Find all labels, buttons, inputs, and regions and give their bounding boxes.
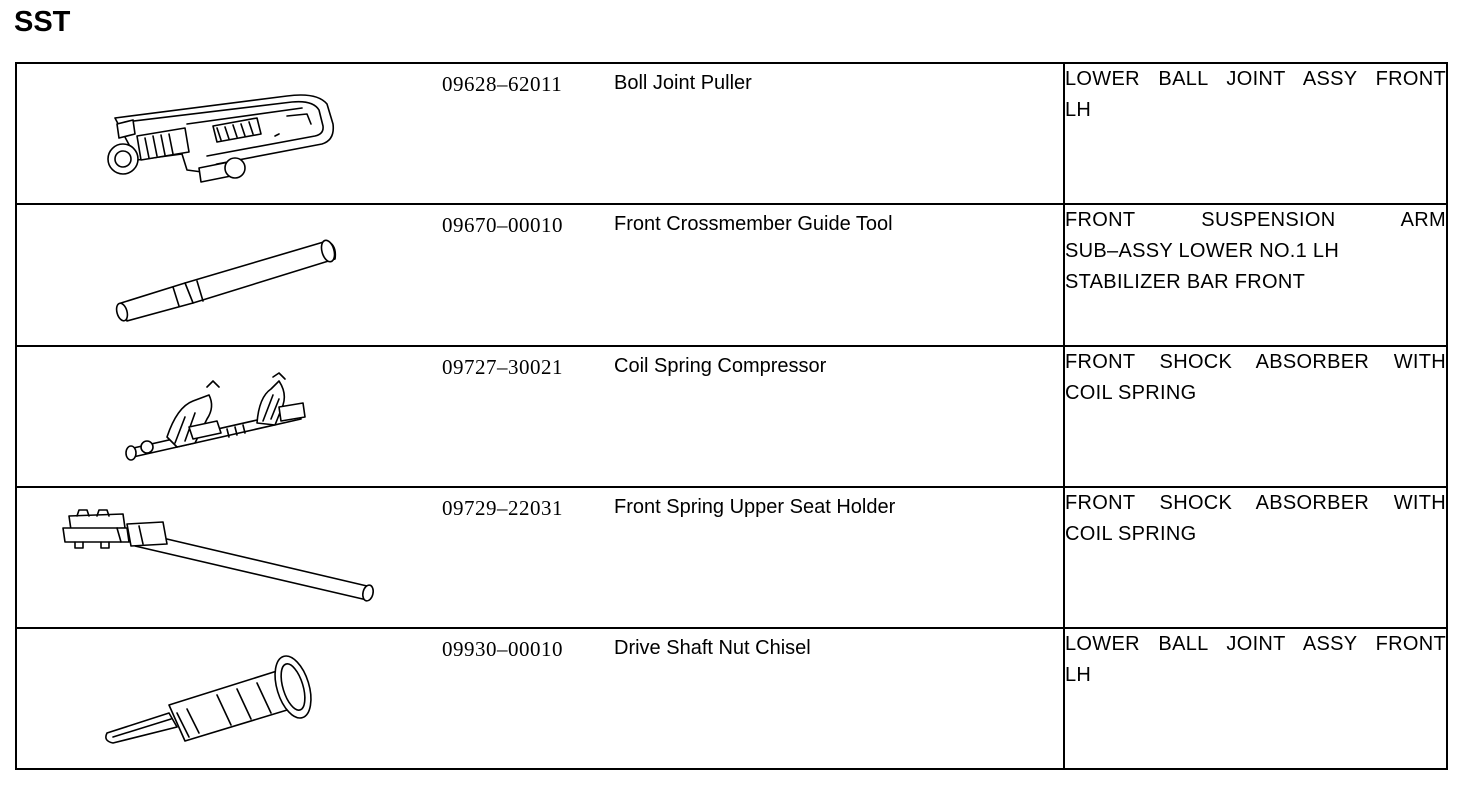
ball-joint-puller-icon	[17, 64, 417, 204]
part-number: 09628–62011	[442, 72, 563, 96]
table-row	[16, 346, 1447, 487]
coil-spring-compressor-icon	[17, 347, 417, 487]
table-row	[16, 204, 1447, 346]
chisel-icon	[17, 629, 417, 769]
usage-line: SUB–ASSY LOWER NO.1 LH	[1065, 240, 1340, 262]
part-number: 09727–30021	[442, 355, 563, 379]
usage-line: LH	[1065, 664, 1092, 686]
usage-line: FRONT SUSPENSION ARM	[1065, 209, 1446, 231]
part-name: Boll Joint Puller	[614, 72, 752, 94]
tool-cell	[16, 487, 1064, 628]
sst-table	[15, 62, 1448, 770]
part-name: Front Crossmember Guide Tool	[614, 213, 893, 235]
usage-line: LOWER BALL JOINT ASSY FRONT	[1065, 633, 1446, 655]
usage-cell	[1064, 628, 1447, 769]
usage-cell	[1064, 487, 1447, 628]
usage-cell	[1064, 346, 1447, 487]
tool-cell	[16, 63, 1064, 204]
part-name: Coil Spring Compressor	[614, 355, 827, 377]
part-number: 09670–00010	[442, 213, 563, 237]
guide-tool-icon	[17, 205, 417, 345]
usage-line: FRONT SHOCK ABSORBER WITH	[1065, 351, 1446, 373]
part-name: Front Spring Upper Seat Holder	[614, 496, 896, 518]
usage-line: LH	[1065, 99, 1092, 121]
tool-cell	[16, 628, 1064, 769]
tool-cell	[16, 346, 1064, 487]
usage-line: FRONT SHOCK ABSORBER WITH	[1065, 492, 1446, 514]
usage-cell	[1064, 204, 1447, 346]
table-row	[16, 63, 1447, 204]
part-number: 09729–22031	[442, 496, 563, 520]
tool-cell	[16, 204, 1064, 346]
table-row	[16, 487, 1447, 628]
seat-holder-icon	[17, 488, 417, 628]
table-row	[16, 628, 1447, 769]
usage-line: COIL SPRING	[1065, 523, 1197, 545]
usage-cell	[1064, 63, 1447, 204]
usage-line: STABILIZER BAR FRONT	[1065, 271, 1306, 293]
usage-line: COIL SPRING	[1065, 382, 1197, 404]
part-name: Drive Shaft Nut Chisel	[614, 637, 811, 659]
usage-line: LOWER BALL JOINT ASSY FRONT	[1065, 68, 1446, 90]
page-title: SST	[14, 6, 71, 38]
part-number: 09930–00010	[442, 637, 563, 661]
